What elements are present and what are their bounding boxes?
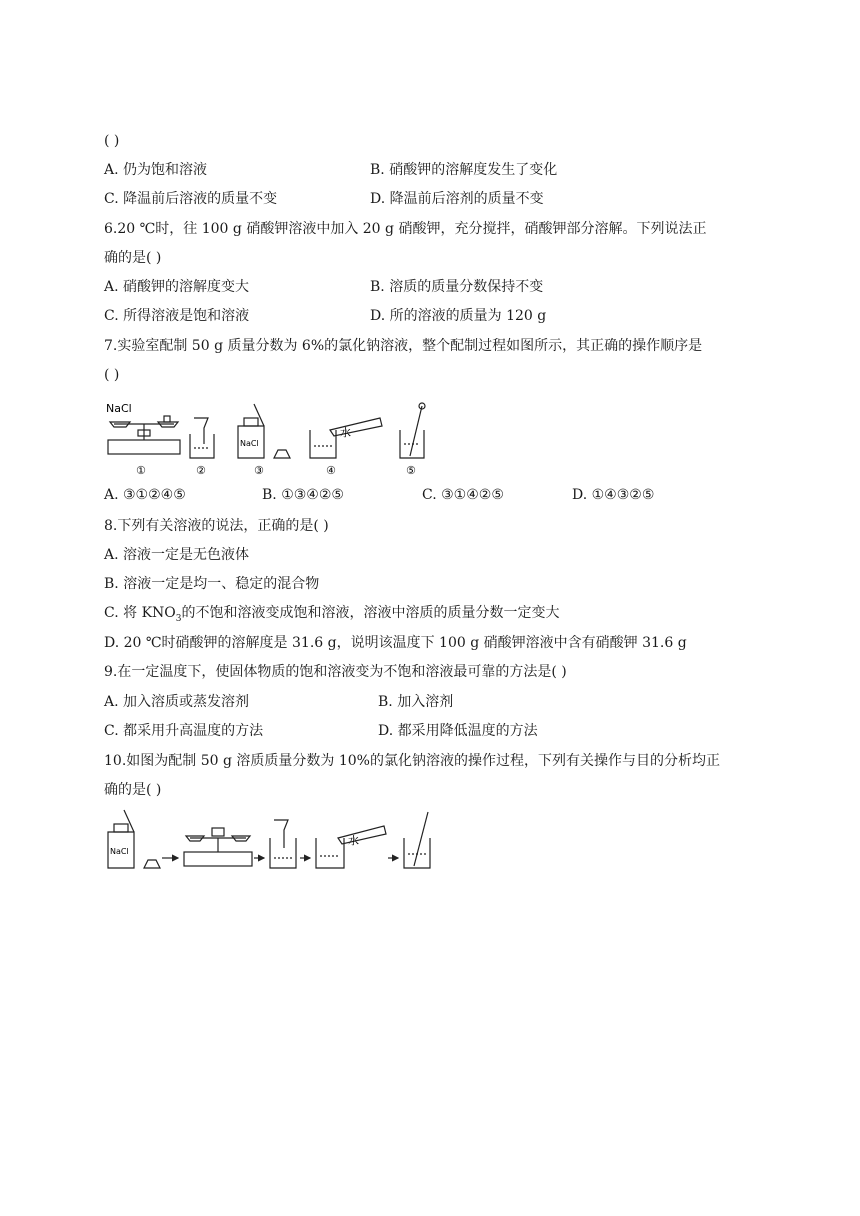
q6-option-b: B. 溶质的质量分数保持不变: [370, 279, 544, 295]
q8-option-c: [104, 603, 559, 629]
q8-option-c-sub: 3: [175, 613, 182, 624]
q9-option-c: C. 都采用升高温度的方法: [104, 723, 264, 739]
q10-stem-line1: 10.如图为配制 50 g 溶质质量分数为 10%的氯化钠溶液的操作过程，下列有关操作与目的分析均正: [104, 753, 720, 769]
q7-option-c: C. ③①④②⑤: [422, 487, 504, 503]
beaker-funnel-icon: [270, 820, 310, 868]
q9-stem: 9.在一定温度下，使固体物质的饱和溶液变为不饱和溶液最可靠的方法是( ): [104, 664, 567, 680]
q7-option-d: D. ①④③②⑤: [572, 487, 655, 503]
q10-figure: [104, 808, 440, 874]
q7-fig-label-3: ③: [254, 464, 264, 477]
q7-fig-bottle-label: NaCl: [240, 439, 259, 448]
q7-stem-line1: 7.实验室配制 50 g 质量分数为 6%的氯化钠溶液，整个配制过程如图所示，其正确的操作顺序是: [104, 338, 703, 354]
q7-fig-nacl-label: NaCl: [106, 402, 132, 415]
beaker-funnel-icon: [190, 418, 214, 458]
q7-fig-label-5: ⑤: [406, 464, 416, 477]
q7-fig-label-4: ④: [326, 464, 336, 477]
q8-option-c-pre: C. 将 KNO: [104, 605, 176, 621]
q5-option-b: B. 硝酸钾的溶解度发生了变化: [370, 162, 558, 178]
q8-option-a: A. 溶液一定是无色液体: [104, 547, 250, 563]
q7-fig-water-label: 水: [340, 426, 351, 439]
q6-stem-line1: 6.20 ℃时，往 100 g 硝酸钾溶液中加入 20 g 硝酸钾，充分搅拌，硝酸钾部分溶解。下列说法正: [104, 221, 707, 237]
q7-option-b: B. ①③④②⑤: [262, 487, 344, 503]
reagent-bottle-icon: [238, 404, 290, 458]
q10-fig-bottle-label: NaCl: [110, 847, 129, 856]
q6-option-a: A. 硝酸钾的溶解度变大: [104, 279, 250, 295]
q6-option-d: D. 所的溶液的质量为 120 g: [370, 308, 547, 324]
q8-option-d: D. 20 ℃时硝酸钾的溶解度是 31.6 g，说明该温度下 100 g 硝酸钾溶液中含有硝酸钾 31.6 g: [104, 635, 687, 651]
q9-option-b: B. 加入溶剂: [378, 694, 454, 710]
q5-option-a: A. 仍为饱和溶液: [104, 162, 208, 178]
q6-option-c: C. 所得溶液是饱和溶液: [104, 308, 250, 324]
q8-option-b: B. 溶液一定是均一、稳定的混合物: [104, 576, 320, 592]
balance-scale-icon: [108, 416, 180, 454]
q10-stem-line2: 确的是( ): [104, 782, 162, 798]
q5-option-d: D. 降温前后溶剂的质量不变: [370, 191, 544, 207]
q8-stem: 8.下列有关溶液的说法，正确的是( ): [104, 518, 329, 534]
q7-figure: [104, 396, 444, 478]
q5-stem-end: ( ): [104, 133, 120, 149]
q7-fig-label-1: ①: [136, 464, 146, 477]
q7-stem-line2: ( ): [104, 367, 120, 383]
stirring-rod-icon: [400, 403, 425, 458]
stirring-rod-icon: [404, 812, 430, 868]
q9-option-a: A. 加入溶质或蒸发溶剂: [104, 694, 250, 710]
balance-scale-icon: [184, 828, 264, 866]
q5-option-c: C. 降温前后溶液的质量不变: [104, 191, 278, 207]
q7-option-a: A. ③①②④⑤: [104, 487, 186, 503]
q8-option-c-post: 的不饱和溶液变成饱和溶液，溶液中溶质的质量分数一定变大: [181, 605, 560, 621]
reagent-bottle-icon: [108, 810, 178, 868]
q6-stem-line2: 确的是( ): [104, 250, 162, 266]
pouring-water-icon: [316, 826, 398, 868]
q10-fig-water-label: 水: [348, 834, 359, 847]
q7-fig-label-2: ②: [196, 464, 206, 477]
q9-option-d: D. 都采用降低温度的方法: [378, 723, 538, 739]
